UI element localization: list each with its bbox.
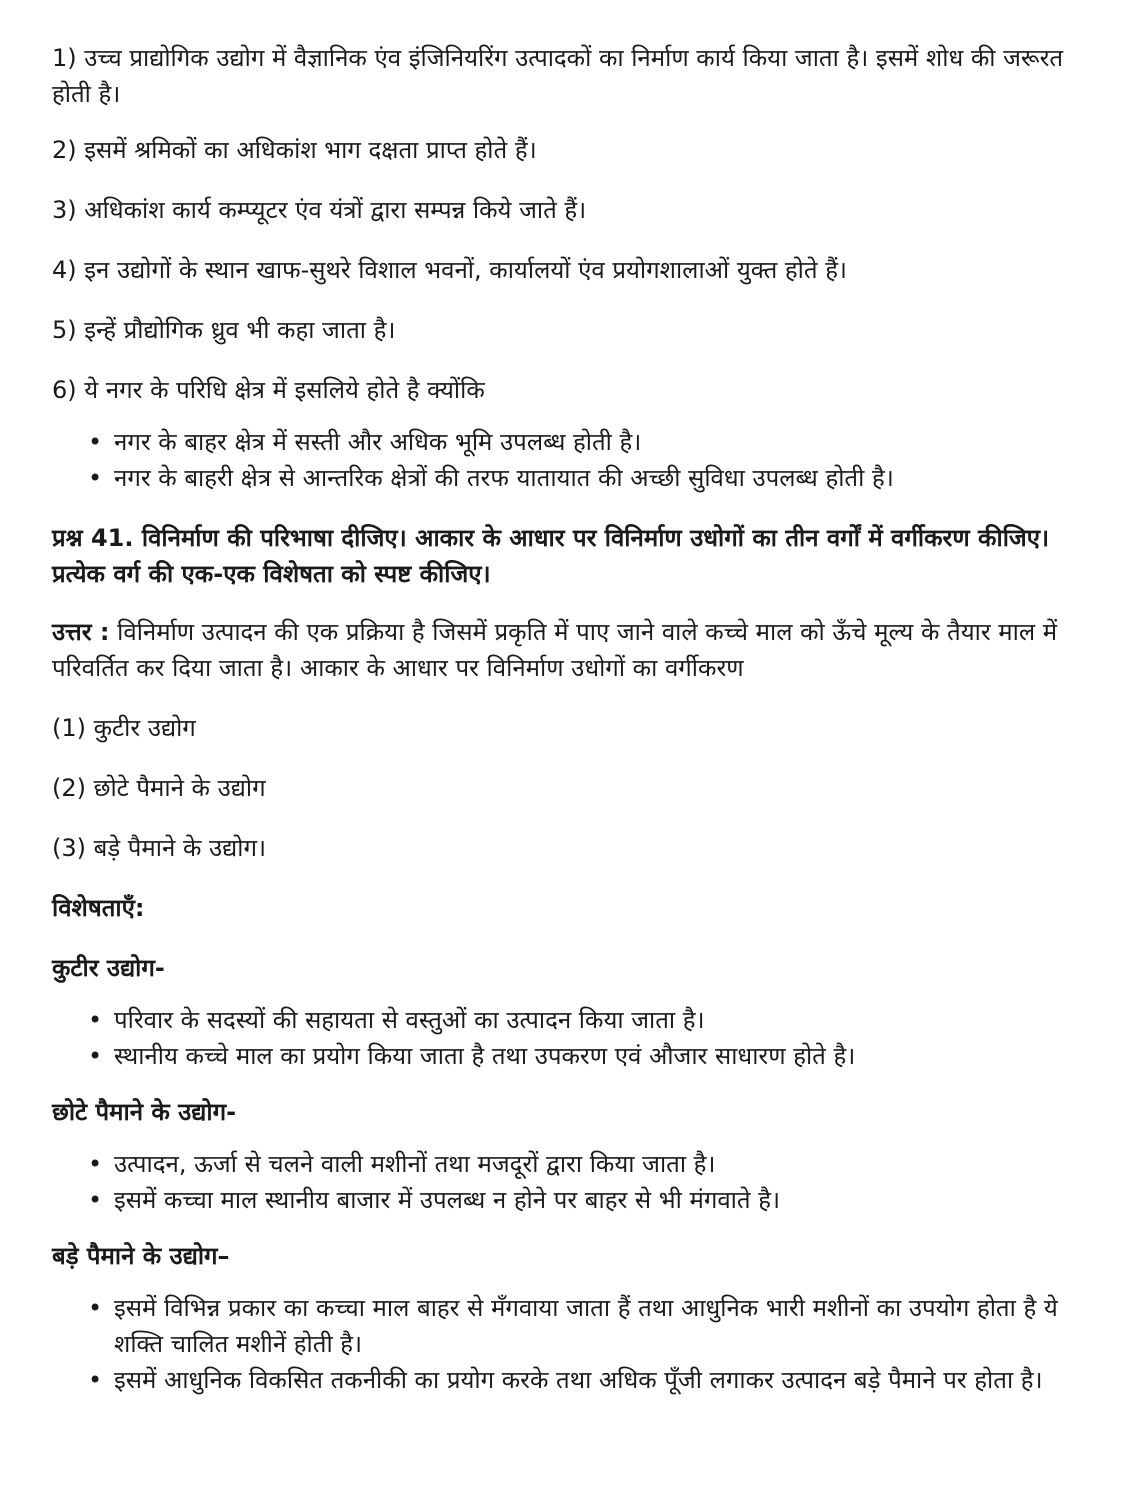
bullet-icon: • bbox=[88, 464, 103, 492]
point-1: 1) उच्च प्राद्योगिक उद्योग में वैज्ञानिक एंव इंजिनियरिंग उत्पादकों का निर्माण कार्य किया जाता है। इसमें शोध की जरूरत होती है। bbox=[52, 44, 1064, 108]
point-4: 4) इन उद्योगों के स्थान खाफ-सुथरे विशाल भवनों, कार्यालयों एंव प्रयोगशालाओं युक्त होते हैं। bbox=[52, 256, 848, 284]
class-item-2: (2) छोटे पैमाने के उद्योग bbox=[52, 774, 266, 802]
list-item-text: इसमें विभिन्न प्रकार का कच्चा माल बाहर से मँगवाया जाता हैं तथा आधुनिक भारी मशीनों का उपयोग होता है ये शक्ति चालित मशीनें होती है। bbox=[114, 1294, 1058, 1358]
section-title-large-scale: बड़े पैमाने के उद्योग– bbox=[52, 1242, 230, 1270]
section-large-scale-bullet-list bbox=[52, 1290, 1092, 1398]
point-2: 2) इसमें श्रमिकों का अधिकांश भाग दक्षता प्राप्त होते हैं। bbox=[52, 136, 537, 164]
bullet-icon: • bbox=[88, 428, 103, 456]
list-item-text: स्थानीय कच्चे माल का प्रयोग किया जाता है तथा उपकरण एवं औजार साधारण होते है। bbox=[114, 1042, 856, 1070]
list-item-text: परिवार के सदस्यों की सहायता से वस्तुओं का उत्पादन किया जाता है। bbox=[114, 1006, 705, 1034]
bullet-icon: • bbox=[88, 1366, 103, 1394]
list-item bbox=[88, 1038, 1092, 1074]
bullet-icon: • bbox=[88, 1150, 103, 1178]
answer-paragraph bbox=[52, 614, 1092, 686]
bullet-icon: • bbox=[88, 1186, 103, 1214]
document-page bbox=[52, 40, 1092, 1398]
list-item-text: उत्पादन, ऊर्जा से चलने वाली मशीनों तथा मजदूरों द्वारा किया जाता है। bbox=[114, 1150, 716, 1178]
section-small-scale-bullet-list bbox=[52, 1146, 1092, 1218]
section-cottage-bullet-list bbox=[52, 1002, 1092, 1074]
list-item bbox=[88, 1182, 1092, 1218]
list-item bbox=[88, 1146, 1092, 1182]
list-item-text: इसमें आधुनिक विकसित तकनीकी का प्रयोग करके तथा अधिक पूँजी लगाकर उत्पादन बड़े पैमाने पर होता है। bbox=[114, 1366, 1043, 1394]
class-item-1: (1) कुटीर उद्योग bbox=[52, 714, 196, 742]
answer-text: विनिर्माण उत्पादन की एक प्रक्रिया है जिसमें प्रकृति में पाए जाने वाले कच्चे माल को ऊँचे मूल्य के तैयार माल में परिवर्तित कर दिया जाता है। आकार के आधार पर विनिर्माण उधोगों का वर्गीकरण bbox=[52, 618, 1058, 682]
list-item bbox=[88, 1362, 1092, 1398]
features-heading: विशेषताएँ: bbox=[52, 894, 145, 922]
list-item-text: इसमें कच्चा माल स्थानीय बाजार में उपलब्ध न होने पर बाहर से भी मंगवाते है। bbox=[114, 1186, 781, 1214]
list-item bbox=[88, 1290, 1092, 1362]
bullet-icon: • bbox=[88, 1042, 103, 1070]
point-6: 6) ये नगर के परिधि क्षेत्र में इसलिये होते है क्योंकि bbox=[52, 376, 485, 404]
list-item bbox=[88, 424, 1092, 460]
class-item-3: (3) बड़े पैमाने के उद्योग। bbox=[52, 834, 267, 862]
list-item bbox=[88, 1002, 1092, 1038]
list-item-text: नगर के बाहरी क्षेत्र से आन्तरिक क्षेत्रों की तरफ यातायात की अच्छी सुविधा उपलब्ध होती है। bbox=[114, 464, 894, 492]
bullet-icon: • bbox=[88, 1294, 103, 1322]
section-title-cottage: कुटीर उद्योग- bbox=[52, 954, 165, 982]
list-item bbox=[88, 460, 1092, 496]
list-item-text: नगर के बाहर क्षेत्र में सस्ती और अधिक भूमि उपलब्ध होती है। bbox=[114, 428, 642, 456]
answer-label: उत्तर : bbox=[52, 618, 110, 646]
bullet-icon: • bbox=[88, 1006, 103, 1034]
section-title-small-scale: छोटे पैमाने के उद्योग- bbox=[52, 1098, 237, 1126]
point-6-bullet-list bbox=[52, 424, 1092, 496]
question-41: प्रश्न 41. विनिर्माण की परिभाषा दीजिए। आकार के आधार पर विनिर्माण उधोगों का तीन वर्गों में वर्गीकरण कीजिए। प्रत्येक वर्ग की एक-एक विशेषता को स्पष्ट कीजिए। bbox=[52, 524, 1050, 588]
point-3: 3) अधिकांश कार्य कम्प्यूटर एंव यंत्रों द्वारा सम्पन्न किये जाते हैं। bbox=[52, 196, 587, 224]
point-5: 5) इन्हें प्रौद्योगिक ध्रुव भी कहा जाता है। bbox=[52, 316, 396, 344]
